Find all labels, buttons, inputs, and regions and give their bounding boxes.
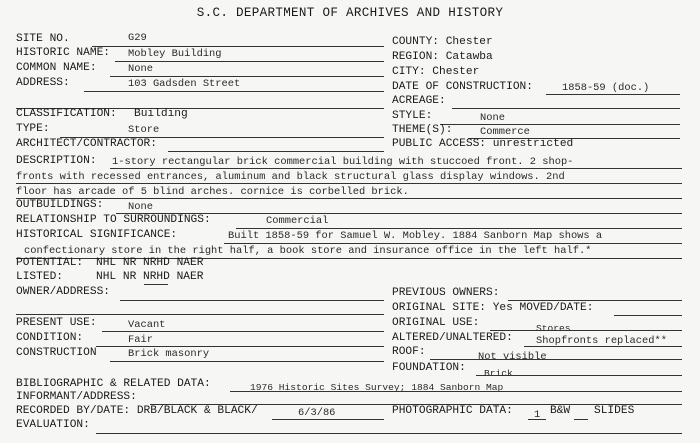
relationship-rule [236, 228, 682, 229]
roof-label: ROOF: [392, 346, 426, 358]
outbuildings-label: OUTBUILDINGS: [16, 199, 104, 211]
site-no-value: G29 [128, 32, 147, 44]
relationship-label: RELATIONSHIP TO SURROUNDINGS: [16, 214, 211, 226]
altered-label: ALTERED/UNALTERED: [392, 332, 513, 344]
region: REGION: Catawba [392, 51, 493, 63]
historic-name-label: HISTORIC NAME: [16, 47, 110, 59]
date-rule [546, 94, 680, 95]
type-value: Store [128, 124, 160, 136]
acreage-rule [452, 108, 680, 109]
significance-line-2: confectionary store in the right half, a book store and insurance office in the left half.* [24, 245, 592, 257]
significance-rule-1 [224, 243, 682, 244]
photographic-count-rule [528, 419, 546, 420]
address-label: ADDRESS: [16, 77, 70, 89]
condition-value: Fair [128, 334, 153, 346]
site-no-rule [92, 46, 384, 47]
public-access: PUBLIC ACCESS: unrestricted [392, 138, 574, 150]
date-label: DATE OF CONSTRUCTION: [392, 81, 533, 93]
significance-line-1: Built 1858-59 for Samuel W. Mobley. 1884 Sanborn Map shows a [228, 230, 603, 242]
potential-options: NHL NR NRHD NAER [96, 257, 204, 269]
bibliographic-rule [230, 391, 682, 392]
recorded-value: 6/3/86 [298, 407, 336, 419]
owner-rule-1 [120, 300, 384, 301]
owner-label: OWNER/ADDRESS: [16, 286, 110, 298]
description-rule-2 [16, 183, 682, 184]
common-name-label: COMMON NAME: [16, 62, 97, 74]
classification-label: CLASSIFICATION: [16, 108, 117, 120]
listed-label: LISTED: [16, 271, 63, 283]
theme-label: THEME(S): [392, 124, 453, 136]
style-value: None [480, 112, 505, 124]
photographic-bw: B&W [550, 405, 571, 417]
outbuildings-value: None [128, 201, 153, 213]
architect-rule [168, 151, 384, 152]
previous-owners-label: PREVIOUS OWNERS: [392, 287, 500, 299]
original-use-label: ORIGINAL USE: [392, 317, 480, 329]
description-line-2: fronts with recessed entrances, aluminum and black structural glass display windows. 2nd [16, 171, 565, 183]
historic-name-rule [115, 61, 384, 62]
original-site-label: ORIGINAL SITE: Yes MOVED/DATE: [392, 302, 594, 314]
foundation-value: Brick [484, 368, 513, 379]
foundation-rule [476, 375, 682, 376]
photographic-count: 1 [534, 409, 541, 421]
altered-value: Shopfronts replaced** [536, 335, 667, 347]
description-line-1: 1-story rectangular brick commercial building with stuccoed front. 2 shop- [112, 156, 574, 168]
foundation-label: FOUNDATION: [392, 362, 466, 374]
photographic-slides: SLIDES [594, 405, 635, 417]
city: CITY: Chester [392, 66, 480, 78]
informant-label: INFORMANT/ADDRESS: [16, 391, 137, 403]
style-label: STYLE: [392, 110, 433, 122]
construction-rule [110, 361, 384, 362]
present-use-label: PRESENT USE: [16, 317, 97, 329]
description-rule-3 [16, 198, 682, 199]
relationship-value: Commercial [266, 215, 329, 227]
significance-label: HISTORICAL SIGNIFICANCE: [16, 229, 178, 241]
site-no-label: SITE NO. [16, 33, 70, 45]
form-header: S.C. DEPARTMENT OF ARCHIVES AND HISTORY [196, 6, 504, 20]
description-label: DESCRIPTION: [16, 155, 97, 167]
listed-options: NHL NR NRHD NAER [96, 271, 204, 283]
address-value: 103 Gadsden Street [128, 78, 241, 90]
photographic-bw-rule [574, 419, 588, 420]
original-use-rule [490, 330, 682, 331]
construction-value: Brick masonry [128, 348, 210, 360]
bibliographic-value: 1976 Historic Sites Survey; 1884 Sanborn Map [250, 382, 504, 393]
recorded-rule [272, 419, 384, 420]
present-use-rule [102, 331, 384, 332]
altered-rule [524, 346, 682, 347]
potential-label: POTENTIAL: [16, 257, 84, 269]
roof-rule [430, 359, 682, 360]
owner-rule-2 [16, 314, 384, 315]
original-use-value: Stores [536, 323, 571, 334]
date-value: 1858-59 (doc.) [562, 82, 650, 94]
original-site-rule [614, 315, 682, 316]
evaluation-rule [96, 433, 682, 434]
previous-owners-rule [508, 300, 682, 301]
common-name-rule [110, 76, 384, 77]
construction-label: CONSTRUCTION [16, 347, 97, 359]
present-use-value: Vacant [128, 319, 166, 331]
historic-name-value: Mobley Building [128, 48, 222, 60]
roof-value: Not visible [478, 351, 547, 363]
theme-value: Commerce [480, 126, 530, 138]
nrhd-underline [144, 284, 168, 285]
description-line-3: floor has arcade of 5 blind arches. cornice is corbelled brick. [16, 186, 409, 198]
county: COUNTY: Chester [392, 36, 493, 48]
address-rule [84, 91, 384, 92]
description-rule-1 [110, 168, 682, 169]
condition-label: CONDITION: [16, 332, 84, 344]
acreage-label: ACREAGE: [392, 95, 446, 107]
style-rule [440, 124, 680, 125]
recorded-label: RECORDED BY/DATE: DRB/BLACK & BLACK/ [16, 405, 258, 417]
common-name-value: None [128, 63, 153, 75]
evaluation-label: EVALUATION: [16, 419, 90, 431]
bibliographic-label: BIBLIOGRAPHIC & RELATED DATA: [16, 378, 211, 390]
condition-rule [96, 346, 384, 347]
type-label: TYPE: [16, 123, 50, 135]
architect-label: ARCHITECT/CONTRACTOR: [16, 138, 157, 150]
photographic-label: PHOTOGRAPHIC DATA: [392, 405, 513, 417]
classification-value: Building [134, 108, 188, 120]
